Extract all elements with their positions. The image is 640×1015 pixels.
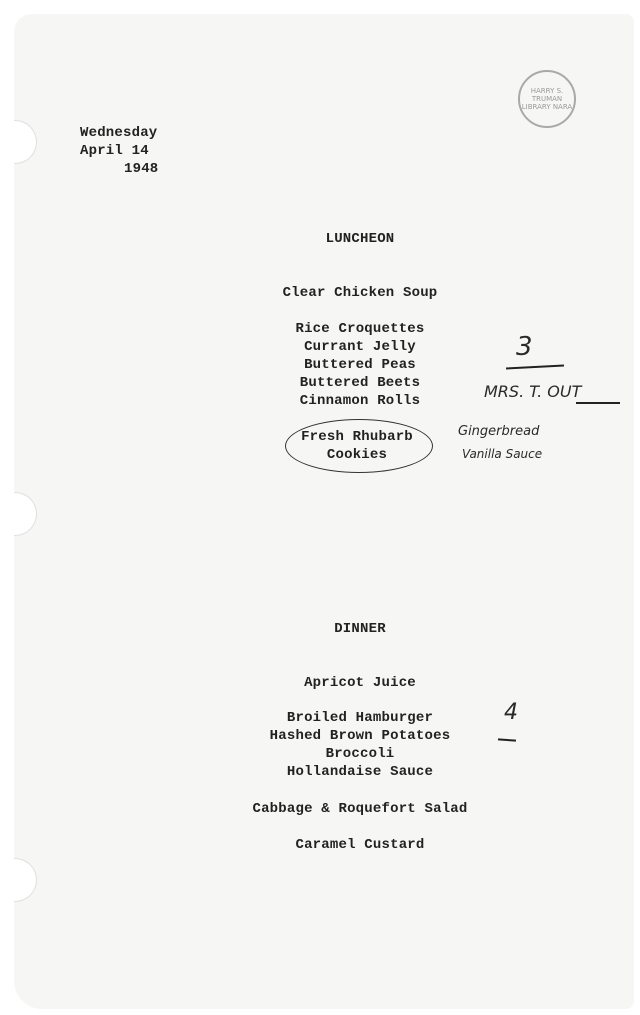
date-weekday: Wednesday: [80, 125, 158, 141]
date-year: 1948: [124, 161, 159, 177]
luncheon-main-item: Currant Jelly: [304, 339, 416, 355]
dinner-title: DINNER: [334, 621, 386, 637]
luncheon-title: LUNCHEON: [325, 231, 395, 247]
luncheon-main-item: Buttered Peas: [304, 357, 416, 373]
dinner-main-item: Hashed Brown Potatoes: [269, 728, 451, 744]
luncheon-main-item: Buttered Beets: [299, 375, 421, 391]
dessert-substitute-note: Gingerbread: [458, 424, 540, 439]
dinner-count-note: 4: [504, 700, 518, 725]
dinner-starter: Apricot Juice: [304, 675, 416, 691]
underline-mark: [576, 402, 620, 404]
date-month-day: April 14: [80, 143, 149, 159]
menu-page: [14, 14, 634, 1009]
luncheon-main-item: Rice Croquettes: [295, 321, 425, 337]
dinner-main-item: Broccoli: [325, 746, 395, 762]
dinner-dessert: Caramel Custard: [295, 837, 425, 853]
archive-stamp-text: HARRY S. TRUMAN LIBRARY NARA: [521, 87, 573, 111]
dinner-main-item: Broiled Hamburger: [286, 710, 434, 726]
luncheon-soup: Clear Chicken Soup: [282, 285, 438, 301]
dessert-substitute-note: Vanilla Sauce: [462, 447, 543, 461]
dinner-salad: Cabbage & Roquefort Salad: [252, 801, 468, 817]
luncheon-main-item: Cinnamon Rolls: [299, 393, 421, 409]
dinner-main-item: Hollandaise Sauce: [286, 764, 434, 780]
luncheon-dessert-item: Cookies: [326, 447, 388, 463]
luncheon-dessert-item: Fresh Rhubarb: [301, 429, 413, 445]
archive-stamp: [518, 70, 576, 128]
mrs-t-out-note: MRS. T. OUT: [484, 382, 582, 401]
luncheon-count-note: 3: [516, 332, 533, 362]
